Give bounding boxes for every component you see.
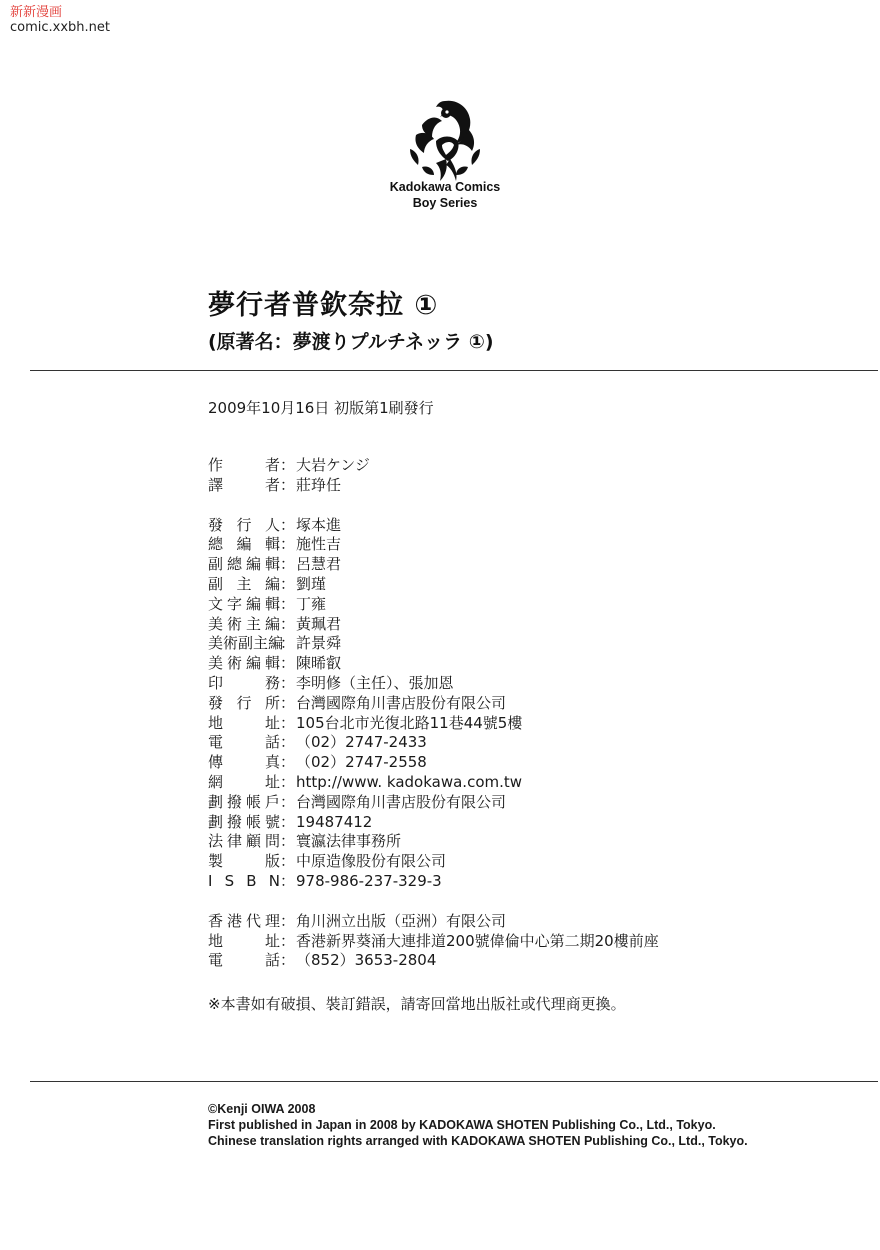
credit-value: （852）3653-2804 [296,951,437,970]
credit-label: 製 版 [208,852,280,871]
credit-row [208,516,659,536]
logo-line-2: Boy Series [412,196,478,210]
credit-colon: ： [280,634,296,653]
copyright-line-1: ©Kenji OIWA 2008 [208,1102,316,1116]
credit-label: 香 港 代 理 [208,911,280,930]
credits-group-staff [208,516,659,892]
credit-value: 978-986-237-329-3 [296,871,442,890]
credit-label: 地 址 [208,713,280,732]
copyright-block [208,1101,748,1149]
phoenix-icon [402,95,488,185]
credit-value: （02）2747-2558 [296,753,427,772]
credit-row [208,555,659,575]
copyright-line-3: Chinese translation rights arranged with KADOKAWA SHOTEN Publishing Co., Ltd., Tokyo. [208,1134,748,1148]
credit-row [208,615,659,635]
watermark [10,5,110,35]
credit-row [208,773,659,793]
credit-row [208,674,659,694]
credit-colon: ： [280,515,296,534]
credit-row [208,852,659,872]
damage-notice: ※本書如有破損、裝訂錯誤，請寄回當地出版社或代理商更換。 [208,995,626,1013]
credit-label: 電 話 [208,951,280,970]
credit-colon: ： [280,555,296,574]
credit-value: 呂慧君 [296,555,342,574]
credit-label: 電 話 [208,733,280,752]
credits-group-hongkong [208,912,659,971]
credits-group-authors [208,456,659,496]
edition-date: 2009年10月16日 初版第1刷發行 [208,399,434,417]
credit-label: 印 務 [208,673,280,692]
divider-bottom [30,1081,878,1082]
credit-colon: ： [280,594,296,613]
credit-value: 角川洲立出版（亞洲）有限公司 [296,911,507,930]
credit-label: 譯 者 [208,475,280,494]
credit-colon: ： [280,951,296,970]
credit-colon: ： [280,654,296,673]
credit-row [208,951,659,971]
watermark-site-name: 新新漫画 [10,5,63,20]
credit-value: （02）2747-2433 [296,733,427,752]
credit-colon: ： [280,753,296,772]
credit-row [208,634,659,654]
credit-value: 台灣國際角川書店股份有限公司 [296,792,507,811]
credit-colon: ： [280,535,296,554]
credit-row [208,694,659,714]
credit-colon: ： [280,733,296,752]
credit-colon: ： [280,871,296,890]
credit-value: 許景舜 [296,634,342,653]
credit-value: 19487412 [296,812,373,831]
credit-value: 莊琤任 [296,475,342,494]
credit-value: http://www. kadokawa.com.tw [296,772,523,791]
credit-row [208,813,659,833]
credit-value: 台灣國際角川書店股份有限公司 [296,693,507,712]
credit-value: 黃珮君 [296,614,342,633]
credit-value: 施性吉 [296,535,342,554]
credit-label: 劃 撥 帳 戶 [208,792,280,811]
credit-label: 作 者 [208,456,280,474]
credit-colon: ： [280,812,296,831]
credit-label: 副 總 編 輯 [208,555,280,574]
credit-row [208,595,659,615]
credit-value: 大岩ケンジ [296,456,370,474]
credit-row [208,932,659,952]
credit-label: 美 術 副 主 編 [208,634,284,653]
credit-colon: ： [280,792,296,811]
credit-label: 網 址 [208,772,280,791]
credit-colon: ： [280,574,296,593]
credit-colon: ： [280,832,296,851]
credit-row [208,753,659,773]
copyright-line-2: First published in Japan in 2008 by KADOKAWA SHOTEN Publishing Co., Ltd., Tokyo. [208,1118,716,1132]
credit-row [208,714,659,734]
credit-row [208,654,659,674]
credit-value: 中原造像股份有限公司 [296,852,447,871]
credit-colon: ： [280,456,296,474]
credit-label: 地 址 [208,931,280,950]
credit-row [208,793,659,813]
credit-row [208,872,659,892]
credit-colon: ： [280,693,296,712]
watermark-url: comic.xxbh.net [10,20,111,35]
credit-label: I S B N [208,871,280,890]
credit-value: 塚本進 [296,515,342,534]
credit-value: 香港新界葵涌大連排道200號偉倫中心第二期20樓前座 [296,931,659,950]
credit-label: 總 編 輯 [208,535,280,554]
credit-row [208,535,659,555]
credit-colon: ： [280,772,296,791]
credits-block [208,456,659,971]
credit-row [208,476,659,496]
credit-row [208,456,659,476]
book-title: 夢行者普欽奈拉 ① [208,290,439,321]
credit-value: 寰瀛法律事務所 [296,832,402,851]
credit-label: 文 字 編 輯 [208,594,280,613]
credit-label: 副 主 編 [208,574,280,593]
credit-label: 美 術 編 輯 [208,654,280,673]
credit-colon: ： [280,911,296,930]
credit-label: 傳 真 [208,753,280,772]
logo-line-1: Kadokawa Comics [389,180,501,194]
credit-label: 美 術 主 編 [208,614,280,633]
credit-value: 陳晞叡 [296,654,342,673]
credit-value: 丁雍 [296,594,327,613]
credit-colon: ： [280,475,296,494]
credit-label: 發 行 人 [208,515,280,534]
credit-colon: ： [280,852,296,871]
credit-colon: ： [280,931,296,950]
credit-value: 105台北市光復北路11巷44號5樓 [296,713,523,732]
credit-row [208,733,659,753]
credit-value: 李明修（主任）、張加恩 [296,673,454,692]
credit-value: 劉瑾 [296,574,327,593]
credit-colon: ： [280,673,296,692]
divider-top [30,370,878,371]
original-title: (原著名：夢渡りプルチネッラ ①) [208,331,494,353]
credit-colon: ： [280,614,296,633]
credit-row [208,575,659,595]
credit-colon: ： [280,713,296,732]
credit-row [208,832,659,852]
credit-label: 劃 撥 帳 號 [208,812,280,831]
credit-row [208,912,659,932]
credit-label: 法 律 顧 問 [208,832,280,851]
credit-label: 發 行 所 [208,693,280,712]
